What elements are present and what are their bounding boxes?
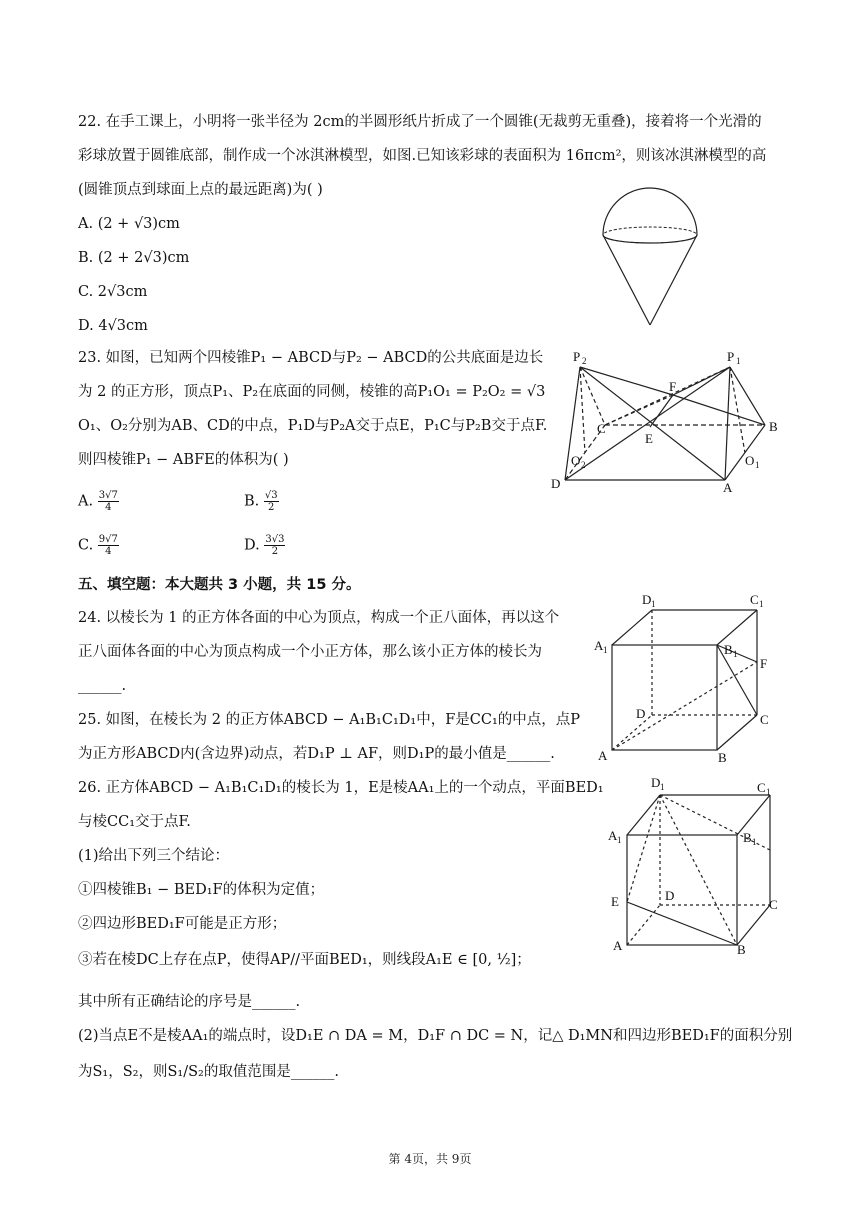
label-C: C [769, 897, 778, 912]
q23-option-a: A. $\frac{3√7}{4}$ [78, 490, 118, 513]
pyramid-figure [545, 345, 795, 495]
q26-item2: ②四边形BED₁F可能是正方形； [78, 916, 287, 932]
q22-option-d: D. 4√3cm [78, 318, 148, 334]
q24-line2: 正八面体各面的中心为顶点构成一个小正方体，那么该小正方体的棱长为 [78, 644, 542, 660]
q23-line4: 则四棱锥P₁ − ABFE的体积为( ) [78, 452, 289, 468]
q26-line2: 与棱CC₁交于点F. [78, 814, 191, 830]
cube-figure-q26 [605, 770, 785, 955]
svg-text:2: 2 [582, 356, 587, 366]
q22-line3: (圆锥顶点到球面上点的最远距离)为( ) [78, 182, 323, 198]
q23-line3: O₁、O₂分别为AB、CD的中点，P₁D与P₂A交于点E，P₁C与P₂B交于点F. [78, 418, 548, 434]
section-five-heading: 五、填空题：本大题共 3 小题，共 15 分。 [78, 577, 361, 593]
q23-option-d: D. $\frac{3√3}{2}$ [244, 534, 285, 557]
q26-line5: (2)当点E不是棱AA₁的端点时，设D₁E ∩ DA = M，D₁F ∩ DC = N，记△ D₁MN和四边形BED₁F的面积分别 [78, 1028, 793, 1044]
label-O2: O [571, 453, 581, 468]
q26-line6: 为S₁，S₂，则S₁/S₂的取值范围是______. [78, 1064, 339, 1080]
q24-line3: ______. [78, 678, 127, 694]
ice-cream-figure [598, 180, 708, 330]
label-D: D [551, 476, 561, 491]
label-B: B [737, 942, 746, 957]
q24-line1: 24. 以棱长为 1 的正方体各面的中心为顶点，构成一个正八面体，再以这个 [78, 610, 560, 626]
label-C: C [760, 712, 769, 727]
label-E: E [645, 431, 653, 446]
label-A: A [598, 748, 608, 763]
svg-text:1: 1 [733, 649, 738, 659]
label-D: D [665, 888, 675, 903]
label-D1: D [651, 775, 661, 790]
label-P2: P [573, 349, 581, 364]
label-B: B [769, 419, 778, 434]
q22-option-a: A. (2 + √3)cm [78, 216, 180, 232]
label-F: F [669, 379, 677, 394]
label-E: E [611, 894, 619, 909]
q23-line1: 23. 如图，已知两个四棱锥P₁ − ABCD与P₂ − ABCD的公共底面是边长 [78, 350, 544, 366]
q26-line4: 其中所有正确结论的序号是______. [78, 994, 301, 1010]
label-D1: D [642, 592, 652, 607]
q22-line2: 彩球放置于圆锥底部，制作成一个冰淇淋模型，如图.已知该彩球的表面积为 16πcm²，则该冰淇淋模型的高 [78, 148, 767, 164]
q25-line2: 为正方形ABCD内(含边界)动点，若D₁P ⊥ AF，则D₁P的最小值是______. [78, 746, 555, 762]
q25-line1: 25. 如图，在棱长为 2 的正方体ABCD − A₁B₁C₁D₁中，F是CC₁的中点，点P [78, 712, 581, 728]
label-O1: O [745, 453, 755, 468]
q23-line2: 为 2 的正方形，顶点P₁、P₂在底面的同侧，棱锥的高P₁O₁ = P₂O₂ = √3 [78, 384, 546, 400]
label-D: D [636, 706, 646, 721]
label-A: A [613, 938, 623, 953]
cube-figure-q25 [590, 590, 780, 770]
page-footer: 第 4页，共 9页 [388, 1152, 472, 1166]
label-B1: B [743, 830, 752, 845]
label-C: C [597, 421, 606, 436]
label-C1: C [757, 780, 766, 795]
svg-text:1: 1 [660, 782, 665, 792]
svg-text:1: 1 [603, 645, 608, 655]
label-P1: P [727, 349, 735, 364]
q23-option-c: C. $\frac{9√7}{4}$ [78, 534, 118, 557]
q26-line3: (1)给出下列三个结论： [78, 848, 230, 864]
svg-text:1: 1 [736, 356, 741, 366]
svg-text:1: 1 [651, 599, 656, 609]
label-B1: B [724, 642, 733, 657]
q22-line1: 22. 在手工课上，小明将一张半径为 2cm的半圆形纸片折成了一个圆锥(无裁剪无重叠)，接着将一个光滑的 [78, 114, 762, 130]
label-A: A [723, 480, 733, 495]
svg-text:1: 1 [766, 787, 771, 797]
svg-text:1: 1 [752, 837, 757, 847]
q26-item3: ③若在棱DC上存在点P，使得AP//平面BED₁，则线段A₁E ∈ [0, ½]； [78, 952, 531, 968]
q23-option-b: B. $\frac{√3}{2}$ [244, 490, 278, 513]
svg-text:1: 1 [617, 835, 622, 845]
q26-line1: 26. 正方体ABCD − A₁B₁C₁D₁的棱长为 1，E是棱AA₁上的一个动点，平面BED₁ [78, 780, 604, 796]
label-A1: A [608, 828, 618, 843]
label-A1: A [594, 638, 604, 653]
q22-option-b: B. (2 + 2√3)cm [78, 250, 190, 266]
svg-text:1: 1 [755, 460, 760, 470]
label-B: B [718, 750, 727, 765]
q22-option-c: C. 2√3cm [78, 284, 148, 300]
q26-item1: ①四棱锥B₁ − BED₁F的体积为定值； [78, 882, 325, 898]
label-F: F [760, 656, 768, 671]
svg-text:1: 1 [759, 599, 764, 609]
label-C1: C [750, 592, 759, 607]
svg-text:2: 2 [581, 460, 586, 470]
